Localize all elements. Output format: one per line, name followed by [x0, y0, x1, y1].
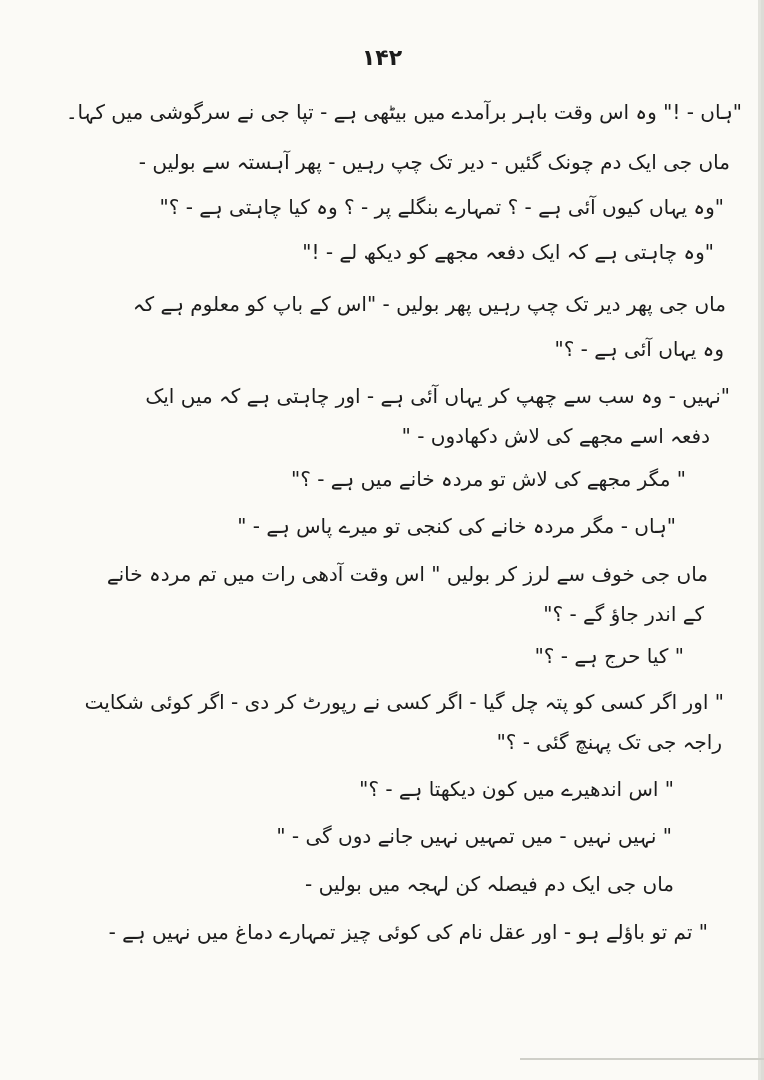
- text-line-15: راجہ جی تک پہنچ گئی - ؟": [496, 730, 722, 754]
- text-line-1: "ہاں - !" وہ اس وقت باہر برآمدے میں بیٹھی ہے - تپا جی نے سرگوشی میں کہا۔: [65, 100, 742, 124]
- text-line-2: ماں جی ایک دم چونک گئیں - دیر تک چپ رہیں - پھر آہستہ سے بولیں -: [138, 150, 730, 174]
- text-line-17: " نہیں نہیں - میں تمہیں نہیں جانے دوں گی - ": [276, 824, 672, 848]
- text-line-10: "ہاں - مگر مردہ خانے کی کنجی تو میرے پاس ہے - ": [237, 514, 676, 538]
- text-line-9: " مگر مجھے کی لاش تو مردہ خانے میں ہے - ؟": [291, 467, 686, 491]
- text-line-18: ماں جی ایک دم فیصلہ کن لہجہ میں بولیں -: [305, 872, 674, 896]
- text-line-13: " کیا حرج ہے - ؟": [534, 644, 684, 668]
- page-number: ۱۴۲: [361, 46, 403, 71]
- text-line-3: "وہ یہاں کیوں آئی ہے - ؟ تمہارے بنگلے پر - ؟ وہ کیا چاہتی ہے - ؟": [159, 195, 724, 219]
- text-line-7: "نہیں - وہ سب سے چھپ کر یہاں آئی ہے - اور چاہتی ہے کہ میں ایک: [145, 384, 730, 408]
- text-line-19: " تم تو باؤلے ہو - اور عقل نام کی کوئی چیز تمہارے دماغ میں نہیں ہے -: [108, 920, 708, 944]
- text-line-8: دفعہ اسے مجھے کی لاش دکھادوں - ": [401, 424, 710, 448]
- text-line-16: " اس اندھیرے میں کون دیکھتا ہے - ؟": [359, 777, 674, 801]
- text-line-11: ماں جی خوف سے لرز کر بولیں " اس وقت آدھی رات میں تم مردہ خانے: [106, 562, 708, 586]
- text-line-4: "وہ چاہتی ہے کہ ایک دفعہ مجھے کو دیکھ لے - !": [302, 240, 714, 264]
- page-edge: [758, 0, 761, 1080]
- text-line-6: وہ یہاں آئی ہے - ؟": [554, 337, 724, 361]
- page-bottom-rule: [520, 1058, 764, 1060]
- text-line-12: کے اندر جاؤ گے - ؟": [543, 602, 704, 626]
- text-line-5: ماں جی پھر دیر تک چپ رہیں پھر بولیں - "اس کے باپ کو معلوم ہے کہ: [132, 292, 726, 316]
- text-line-14: " اور اگر کسی کو پتہ چل گیا - اگر کسی نے رپورٹ کر دی - اگر کوئی شکایت: [84, 690, 724, 714]
